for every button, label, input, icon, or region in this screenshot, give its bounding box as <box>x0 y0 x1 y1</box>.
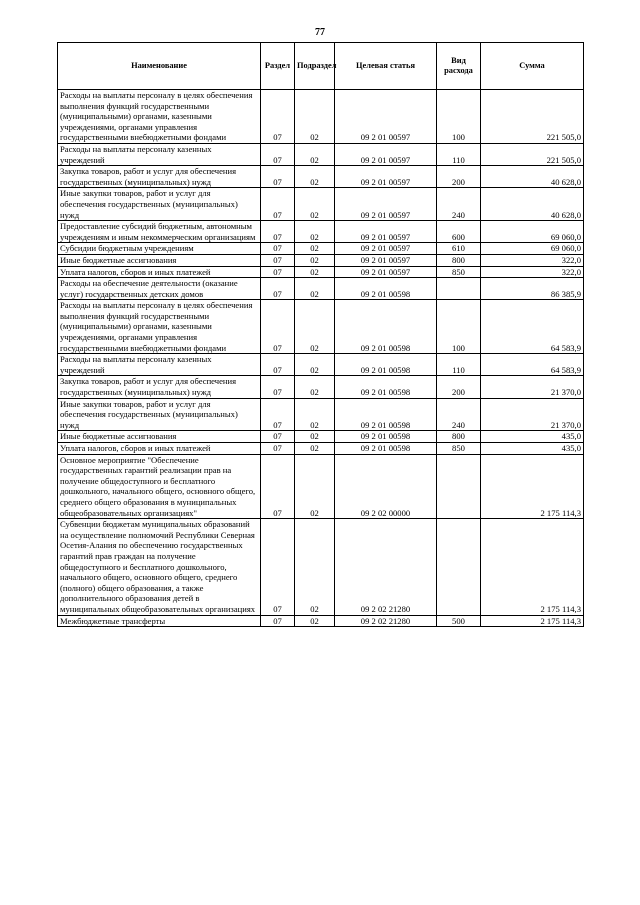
row-target: 09 2 02 21280 <box>335 519 437 615</box>
table-row <box>58 431 584 443</box>
row-kind: 850 <box>437 443 481 455</box>
row-target: 09 2 02 21280 <box>335 615 437 627</box>
row-target: 09 2 01 00597 <box>335 188 437 221</box>
row-kind: 850 <box>437 266 481 278</box>
row-sum: 21 370,0 <box>481 398 584 431</box>
row-kind: 600 <box>437 221 481 243</box>
row-target: 09 2 02 00000 <box>335 454 437 519</box>
row-subsection: 02 <box>295 354 335 376</box>
row-sum: 64 583,9 <box>481 354 584 376</box>
row-sum: 2 175 114,3 <box>481 454 584 519</box>
row-target: 09 2 01 00597 <box>335 243 437 255</box>
row-sum: 435,0 <box>481 431 584 443</box>
row-target: 09 2 01 00597 <box>335 221 437 243</box>
row-sum: 40 628,0 <box>481 166 584 188</box>
row-name: Иные бюджетные ассигнования <box>58 431 261 443</box>
row-subsection: 02 <box>295 90 335 144</box>
table-row <box>58 90 584 144</box>
row-section: 07 <box>261 519 295 615</box>
row-section: 07 <box>261 243 295 255</box>
row-name: Субсидии бюджетным учреждениям <box>58 243 261 255</box>
table-row <box>58 278 584 300</box>
row-kind: 240 <box>437 398 481 431</box>
table-row <box>58 243 584 255</box>
header-target: Целевая статья <box>335 43 437 90</box>
row-subsection: 02 <box>295 443 335 455</box>
row-section: 07 <box>261 278 295 300</box>
header-name: Наименование <box>58 43 261 90</box>
row-section: 07 <box>261 300 295 354</box>
row-kind: 200 <box>437 166 481 188</box>
row-kind <box>437 278 481 300</box>
row-subsection: 02 <box>295 300 335 354</box>
row-target: 09 2 01 00598 <box>335 376 437 398</box>
table-row <box>58 443 584 455</box>
row-kind: 110 <box>437 143 481 165</box>
row-sum: 2 175 114,3 <box>481 615 584 627</box>
row-name: Расходы на выплаты персоналу в целях обеспечения выполнения функций государственными (муниципальными) органами, казенными учреждениями, органами управления государственными внебюджетными фондами <box>58 90 261 144</box>
row-name: Закупка товаров, работ и услуг для обеспечения государственных (муниципальных) нужд <box>58 166 261 188</box>
row-name: Уплата налогов, сборов и иных платежей <box>58 266 261 278</box>
row-name: Расходы на обеспечение деятельности (оказание услуг) государственных детских домов <box>58 278 261 300</box>
row-subsection: 02 <box>295 166 335 188</box>
row-name: Уплата налогов, сборов и иных платежей <box>58 443 261 455</box>
table-row <box>58 221 584 243</box>
header-section: Раздел <box>261 43 295 90</box>
row-subsection: 02 <box>295 254 335 266</box>
row-section: 07 <box>261 221 295 243</box>
row-subsection: 02 <box>295 615 335 627</box>
row-kind: 800 <box>437 254 481 266</box>
row-subsection: 02 <box>295 143 335 165</box>
row-target: 09 2 01 00597 <box>335 90 437 144</box>
table-row <box>58 188 584 221</box>
row-kind: 100 <box>437 300 481 354</box>
row-name: Иные бюджетные ассигнования <box>58 254 261 266</box>
table-row <box>58 615 584 627</box>
row-target: 09 2 01 00597 <box>335 166 437 188</box>
row-section: 07 <box>261 354 295 376</box>
row-name: Субвенции бюджетам муниципальных образований на осуществление полномочий Республики Северная Осетия-Алания по обеспечению государственных гарантий прав граждан на получение общедоступного и бесплатного дошкольного, начального общего, основного общего, среднего (полного) общего образования, а также дополнительного образования детей в муниципальных общеобразовательных организациях <box>58 519 261 615</box>
row-kind: 100 <box>437 90 481 144</box>
row-kind: 500 <box>437 615 481 627</box>
row-kind: 800 <box>437 431 481 443</box>
row-sum: 69 060,0 <box>481 221 584 243</box>
row-section: 07 <box>261 454 295 519</box>
row-target: 09 2 01 00597 <box>335 254 437 266</box>
row-section: 07 <box>261 254 295 266</box>
row-section: 07 <box>261 143 295 165</box>
row-subsection: 02 <box>295 221 335 243</box>
row-section: 07 <box>261 266 295 278</box>
table-row <box>58 300 584 354</box>
row-name: Межбюджетные трансферты <box>58 615 261 627</box>
row-kind: 110 <box>437 354 481 376</box>
table-row <box>58 398 584 431</box>
row-sum: 86 385,9 <box>481 278 584 300</box>
row-section: 07 <box>261 431 295 443</box>
row-sum: 435,0 <box>481 443 584 455</box>
row-sum: 221 505,0 <box>481 90 584 144</box>
row-name: Основное мероприятие "Обеспечение государственных гарантий реализации прав на получение общедоступного и бесплатного дошкольного, начального общего, основного общего, среднего общего образования в муниципальных общеобразовательных организациях" <box>58 454 261 519</box>
row-sum: 69 060,0 <box>481 243 584 255</box>
table-row <box>58 143 584 165</box>
row-target: 09 2 01 00598 <box>335 431 437 443</box>
row-target: 09 2 01 00598 <box>335 443 437 455</box>
table-row <box>58 254 584 266</box>
table-header-row <box>58 43 584 90</box>
row-subsection: 02 <box>295 376 335 398</box>
row-subsection: 02 <box>295 398 335 431</box>
row-subsection: 02 <box>295 454 335 519</box>
row-subsection: 02 <box>295 266 335 278</box>
row-section: 07 <box>261 90 295 144</box>
row-subsection: 02 <box>295 243 335 255</box>
row-kind: 200 <box>437 376 481 398</box>
row-kind <box>437 454 481 519</box>
row-sum: 2 175 114,3 <box>481 519 584 615</box>
row-sum: 322,0 <box>481 266 584 278</box>
table-row <box>58 376 584 398</box>
table-row <box>58 454 584 519</box>
row-target: 09 2 01 00598 <box>335 300 437 354</box>
row-section: 07 <box>261 443 295 455</box>
header-sum: Сумма <box>481 43 584 90</box>
row-sum: 322,0 <box>481 254 584 266</box>
table-row <box>58 166 584 188</box>
row-section: 07 <box>261 398 295 431</box>
row-subsection: 02 <box>295 519 335 615</box>
row-name: Иные закупки товаров, работ и услуг для обеспечения государственных (муниципальных) нужд <box>58 398 261 431</box>
row-name: Предоставление субсидий бюджетным, автономным учреждениям и иным некоммерческим организациям <box>58 221 261 243</box>
row-target: 09 2 01 00598 <box>335 354 437 376</box>
table-row <box>58 354 584 376</box>
table-row <box>58 519 584 615</box>
row-target: 09 2 01 00598 <box>335 398 437 431</box>
row-subsection: 02 <box>295 188 335 221</box>
row-section: 07 <box>261 615 295 627</box>
row-kind: 610 <box>437 243 481 255</box>
row-name: Расходы на выплаты персоналу казенных учреждений <box>58 143 261 165</box>
row-name: Закупка товаров, работ и услуг для обеспечения государственных (муниципальных) нужд <box>58 376 261 398</box>
row-kind: 240 <box>437 188 481 221</box>
row-target: 09 2 01 00597 <box>335 143 437 165</box>
header-subsection: Подраздел <box>295 43 335 90</box>
row-name: Расходы на выплаты персоналу в целях обеспечения выполнения функций государственными (муниципальными) органами, казенными учреждениями, органами управления государственными внебюджетными фондами <box>58 300 261 354</box>
header-kind: Вид расхода <box>437 43 481 90</box>
row-sum: 21 370,0 <box>481 376 584 398</box>
table-row <box>58 266 584 278</box>
row-target: 09 2 01 00598 <box>335 278 437 300</box>
table-body <box>58 90 584 627</box>
row-kind <box>437 519 481 615</box>
row-section: 07 <box>261 188 295 221</box>
row-subsection: 02 <box>295 278 335 300</box>
row-section: 07 <box>261 166 295 188</box>
row-sum: 40 628,0 <box>481 188 584 221</box>
row-section: 07 <box>261 376 295 398</box>
row-name: Расходы на выплаты персоналу казенных учреждений <box>58 354 261 376</box>
row-sum: 221 505,0 <box>481 143 584 165</box>
row-subsection: 02 <box>295 431 335 443</box>
row-target: 09 2 01 00597 <box>335 266 437 278</box>
budget-table <box>57 42 584 627</box>
row-sum: 64 583,9 <box>481 300 584 354</box>
page-number: 77 <box>315 27 325 38</box>
row-name: Иные закупки товаров, работ и услуг для обеспечения государственных (муниципальных) нужд <box>58 188 261 221</box>
